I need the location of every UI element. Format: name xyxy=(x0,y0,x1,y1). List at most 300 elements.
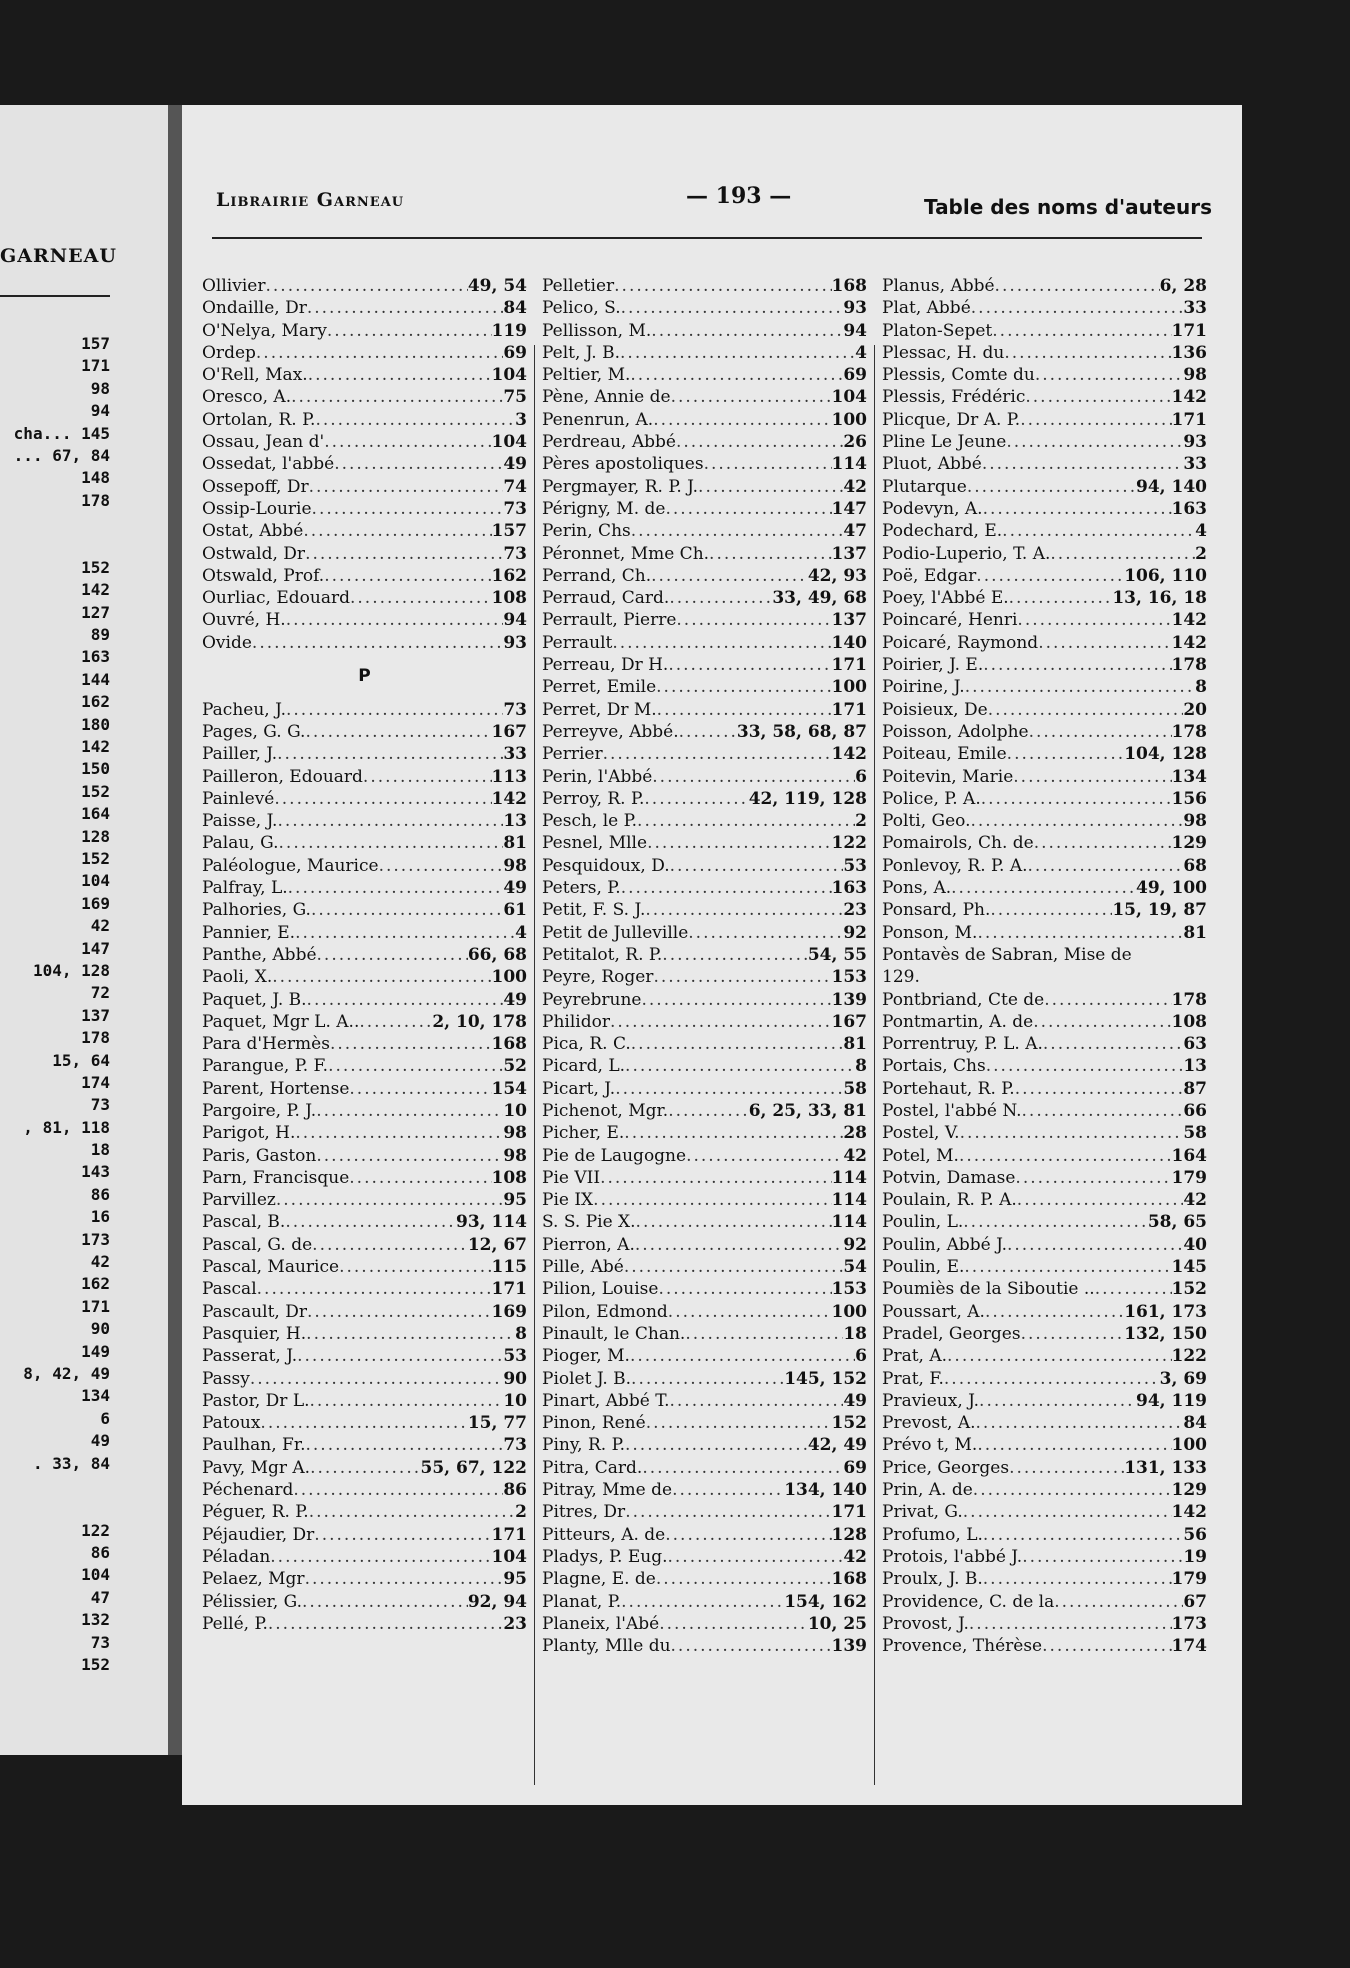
author-name: Parigot, H. xyxy=(202,1123,296,1144)
dot-leader xyxy=(277,810,503,832)
author-name: Pilon, Edmond xyxy=(542,1301,668,1322)
previous-page-number: 162 xyxy=(81,692,110,712)
page-references: 74 xyxy=(503,476,527,497)
previous-page-number: 132 xyxy=(81,1610,110,1630)
author-name: Parent, Hortense xyxy=(202,1078,350,1099)
author-name: Perret, Dr M. xyxy=(542,699,657,720)
page-references: 114 xyxy=(831,454,867,475)
dot-leader xyxy=(995,275,1160,297)
page-references: 6, 25, 33, 81 xyxy=(748,1100,867,1121)
author-name: Pellisson, M. xyxy=(542,320,652,341)
dot-leader xyxy=(983,498,1172,520)
index-entry xyxy=(882,609,1207,631)
author-name: Pille, Abé xyxy=(542,1257,624,1278)
index-entry xyxy=(882,1546,1207,1568)
author-name: Ossip-Lourie xyxy=(202,498,312,519)
page-references: 90 xyxy=(503,1368,527,1389)
index-entry xyxy=(202,1501,527,1523)
dot-leader xyxy=(653,966,831,988)
previous-page-number: 104, 128 xyxy=(32,960,110,980)
dot-leader xyxy=(669,587,772,609)
dot-leader xyxy=(277,743,503,765)
page-references: 142 xyxy=(1171,632,1207,653)
dot-leader xyxy=(686,1145,843,1167)
previous-page-number: 148 xyxy=(81,468,110,488)
dot-leader xyxy=(636,1211,832,1233)
previous-page-number: 127 xyxy=(81,602,110,622)
previous-page-number: 137 xyxy=(81,1005,110,1025)
index-entry xyxy=(542,1434,867,1456)
page-references: 157 xyxy=(491,521,527,542)
page-references: 163 xyxy=(1171,498,1207,519)
dot-leader xyxy=(314,1524,491,1546)
page-references: 153 xyxy=(831,967,867,988)
page-references: 18 xyxy=(843,1323,867,1344)
page-references: 20 xyxy=(1183,699,1207,720)
page-references: 171 xyxy=(831,699,867,720)
author-name: Paulhan, Fr. xyxy=(202,1435,306,1456)
index-entry xyxy=(202,453,527,475)
author-name: Prevost, A. xyxy=(882,1413,976,1434)
page-references: 162 xyxy=(491,565,527,586)
index-entry xyxy=(202,1256,527,1278)
section-title: Table des noms d'auteurs xyxy=(924,195,1212,219)
dot-leader xyxy=(1015,1078,1184,1100)
dot-leader xyxy=(1034,832,1172,854)
previous-page-number: 42 xyxy=(90,916,110,936)
page-references: 114 xyxy=(831,1167,867,1188)
author-name: Palfray, L. xyxy=(202,878,288,899)
publisher-name: Librairie Garneau xyxy=(216,189,405,211)
author-name: Perrault, Pierre xyxy=(542,610,677,631)
previous-page-number: 86 xyxy=(90,1543,110,1563)
page-header xyxy=(216,181,1222,221)
author-name: Petitalot, R. P. xyxy=(542,944,663,965)
index-entry xyxy=(542,766,867,788)
dot-leader xyxy=(274,788,491,810)
author-name: Péchenard xyxy=(202,1480,294,1501)
author-name: Peyrebrune xyxy=(542,989,642,1010)
author-name: Pascal xyxy=(202,1279,257,1300)
author-name: Provence, Thérèse xyxy=(882,1636,1043,1657)
author-name: Podevyn, A. xyxy=(882,498,983,519)
page-references: 26 xyxy=(843,432,867,453)
author-name: Pères apostoliques xyxy=(542,454,704,475)
dot-leader xyxy=(676,431,843,453)
author-name: Prin, A. de xyxy=(882,1480,973,1501)
index-entry xyxy=(202,721,527,743)
page-references: 4 xyxy=(855,342,867,363)
author-name: Perreau, Dr H. xyxy=(542,655,669,676)
page-references: 114 xyxy=(831,1212,867,1233)
page-references: 8 xyxy=(1195,677,1207,698)
header-rule xyxy=(212,237,1202,239)
author-name: Picart, J. xyxy=(542,1078,616,1099)
index-entry xyxy=(202,431,527,453)
dot-leader xyxy=(312,498,504,520)
dot-leader xyxy=(646,1412,832,1434)
index-entry xyxy=(202,1100,527,1122)
page-references: 100 xyxy=(831,677,867,698)
dot-leader xyxy=(1007,743,1125,765)
dot-leader xyxy=(317,944,468,966)
page-references: 42, 119, 128 xyxy=(748,788,867,809)
page-references: 47 xyxy=(843,521,867,542)
author-name: Parvillez xyxy=(202,1190,276,1211)
page-references: 6, 28 xyxy=(1159,276,1207,296)
author-name: Pesquidoux, D. xyxy=(542,855,670,876)
dot-leader xyxy=(1044,989,1171,1011)
index-entry xyxy=(542,1591,867,1613)
index-entry xyxy=(882,1234,1207,1256)
index-entry xyxy=(882,654,1207,676)
index-entry xyxy=(202,609,527,631)
page-references: 66 xyxy=(1183,1100,1207,1121)
page-references: 132, 150 xyxy=(1124,1323,1207,1344)
index-entry xyxy=(202,342,527,364)
author-name: Pomairols, Ch. de xyxy=(882,833,1034,854)
page-references: 33, 58, 68, 87 xyxy=(736,721,867,742)
page-references: 163 xyxy=(831,878,867,899)
page-references: 129 xyxy=(1171,833,1207,854)
author-name: Ossau, Jean d' xyxy=(202,432,325,453)
author-name: Pie de Laugogne xyxy=(542,1145,687,1166)
page-references: 54 xyxy=(843,1257,867,1278)
previous-page-number: 174 xyxy=(81,1072,110,1092)
page-references: 136 xyxy=(1171,342,1207,363)
index-entry xyxy=(542,431,867,453)
previous-page-number: 144 xyxy=(81,669,110,689)
index-entry xyxy=(542,1122,867,1144)
index-entry xyxy=(202,386,527,408)
index-entry xyxy=(882,989,1207,1011)
dot-leader xyxy=(1095,1278,1172,1300)
index-entry xyxy=(542,1345,867,1367)
page-references: 106, 110 xyxy=(1124,565,1207,586)
index-entry xyxy=(202,409,527,431)
author-name: Pontavès de Sabran, Mise de xyxy=(882,944,1132,965)
index-entry xyxy=(882,1434,1207,1456)
page-references: 23 xyxy=(503,1613,527,1634)
dot-leader xyxy=(327,320,492,342)
author-name: Price, Georges xyxy=(882,1457,1010,1478)
author-name: Planat, P. xyxy=(542,1591,622,1612)
index-entry xyxy=(542,1479,867,1501)
page-references: 93 xyxy=(843,298,867,319)
index-entry xyxy=(882,1591,1207,1613)
page-references: 61 xyxy=(503,900,527,921)
dot-leader xyxy=(257,1278,492,1300)
dot-leader xyxy=(1038,632,1171,654)
author-name: Podio-Luperio, T. A. xyxy=(882,543,1051,564)
index-entry xyxy=(202,944,527,966)
author-name: Ourliac, Edouard xyxy=(202,588,350,609)
dot-leader xyxy=(1006,431,1183,453)
author-name: Potvin, Damase xyxy=(882,1167,1016,1188)
column-divider xyxy=(874,345,875,1785)
page-references: 108 xyxy=(491,1167,527,1188)
author-name: Portehaut, R. P. xyxy=(882,1078,1015,1099)
dot-leader xyxy=(250,1368,503,1390)
dot-leader xyxy=(992,320,1171,342)
author-name: Plutarque xyxy=(882,476,967,497)
dot-leader xyxy=(965,676,1195,698)
index-entry xyxy=(202,1368,527,1390)
previous-page-rule xyxy=(0,295,110,297)
index-entry xyxy=(202,476,527,498)
author-name: Poumiès de la Siboutie .. xyxy=(882,1279,1095,1300)
page-references: 94, 140 xyxy=(1136,476,1207,497)
page-references: 42 xyxy=(1183,1190,1207,1211)
dot-leader xyxy=(651,320,843,342)
page-references: 167 xyxy=(491,721,527,742)
page-references: 169 xyxy=(491,1301,527,1322)
author-name: Providence, C. de la xyxy=(882,1591,1055,1612)
page-references: 134, 140 xyxy=(784,1480,867,1501)
dot-leader xyxy=(1022,1546,1183,1568)
index-entry xyxy=(542,1055,867,1077)
author-name: Ossedat, l'abbé xyxy=(202,454,335,475)
previous-page-header: GARNEAU xyxy=(0,245,117,267)
author-name: Poey, l'Abbé E. xyxy=(882,588,1009,609)
page-references: 86 xyxy=(503,1480,527,1501)
page-references: 100 xyxy=(1171,1435,1207,1456)
dot-leader xyxy=(311,899,503,921)
page-references: 140 xyxy=(831,632,867,653)
previous-page-number: 86 xyxy=(90,1184,110,1204)
author-name: Pons, A. xyxy=(882,878,952,899)
index-entry xyxy=(202,1189,527,1211)
page-references: 173 xyxy=(1171,1613,1207,1634)
index-entry xyxy=(202,877,527,899)
dot-leader xyxy=(349,1078,491,1100)
dot-leader xyxy=(960,1122,1184,1144)
author-name: Pellé, P. xyxy=(202,1613,268,1634)
author-name: Perrand, Ch. xyxy=(542,565,652,586)
page-references: 104 xyxy=(491,1546,527,1567)
index-entry xyxy=(542,699,867,721)
dot-leader xyxy=(645,899,843,921)
dot-leader xyxy=(1020,409,1171,431)
page-references: 73 xyxy=(503,699,527,720)
dot-leader xyxy=(665,1524,831,1546)
dot-leader xyxy=(306,1323,515,1345)
dot-leader xyxy=(349,1167,491,1189)
page-references: 139 xyxy=(831,989,867,1010)
author-name: Perreyve, Abbé. xyxy=(542,721,679,742)
dot-leader xyxy=(630,364,843,386)
author-name: S. S. Pie X. xyxy=(542,1212,636,1233)
dot-leader xyxy=(668,1100,749,1122)
index-entry xyxy=(882,1100,1207,1122)
index-entry xyxy=(882,788,1207,810)
page-references: 49, 54 xyxy=(467,276,527,296)
author-name: Perroy, R. P. xyxy=(542,788,645,809)
author-name: Ordep xyxy=(202,342,256,363)
author-name: Police, P. A. xyxy=(882,788,981,809)
dot-leader xyxy=(593,1189,831,1211)
dot-leader xyxy=(288,877,504,899)
page-references: 104 xyxy=(831,387,867,408)
author-name: Plat, Abbé xyxy=(882,298,971,319)
dot-leader xyxy=(959,1145,1172,1167)
page-references: 153 xyxy=(831,1279,867,1300)
index-entry xyxy=(542,520,867,542)
index-entry xyxy=(202,1011,527,1033)
column-divider xyxy=(534,345,535,1785)
dot-leader xyxy=(324,565,491,587)
author-name: Pasquier, H. xyxy=(202,1323,307,1344)
dot-leader xyxy=(330,1033,492,1055)
page-references: 100 xyxy=(831,409,867,430)
dot-leader xyxy=(612,632,831,654)
dot-leader xyxy=(676,609,831,631)
page-references: 119 xyxy=(491,320,527,341)
page-references: 152 xyxy=(1171,1279,1207,1300)
index-entry xyxy=(542,1568,867,1590)
author-name: Palhories, G. xyxy=(202,900,311,921)
previous-page-number: 98 xyxy=(90,378,110,398)
index-entry xyxy=(882,721,1207,743)
index-entry xyxy=(542,320,867,342)
page-references: 100 xyxy=(831,1301,867,1322)
author-name: Pie VII xyxy=(542,1167,601,1188)
index-entry xyxy=(202,1211,527,1233)
index-entry xyxy=(202,743,527,765)
index-entry xyxy=(542,1613,867,1635)
index-entry xyxy=(202,810,527,832)
author-name: Ouvré, H. xyxy=(202,610,286,631)
page-references: 55, 67, 122 xyxy=(420,1457,527,1478)
dot-leader xyxy=(276,1189,503,1211)
author-name: Potel, M. xyxy=(882,1145,959,1166)
dot-leader xyxy=(286,609,504,631)
author-name: Pioger, M. xyxy=(542,1346,630,1367)
index-entry xyxy=(202,788,527,810)
author-name: Palau, G. xyxy=(202,833,279,854)
author-name: Poulin, L. xyxy=(882,1212,964,1233)
dot-leader xyxy=(979,1390,1136,1412)
index-entry xyxy=(882,364,1207,386)
index-entry xyxy=(202,1278,527,1300)
author-name: Oresco, A. xyxy=(202,387,292,408)
dot-leader xyxy=(256,342,503,364)
dot-leader xyxy=(1025,386,1171,408)
index-entry xyxy=(202,364,527,386)
page-references: 6 xyxy=(855,1346,867,1367)
dot-leader xyxy=(621,877,832,899)
index-entry xyxy=(882,342,1207,364)
author-name: Portais, Chs xyxy=(882,1056,986,1077)
previous-page-number: ... 67, 84 xyxy=(13,445,110,465)
page-references: 52 xyxy=(503,1056,527,1077)
index-entry xyxy=(542,386,867,408)
previous-page-number: 89 xyxy=(90,625,110,645)
page-references: 49, 100 xyxy=(1136,878,1207,899)
index-entry xyxy=(542,565,867,587)
dot-leader xyxy=(312,1234,468,1256)
index-entry xyxy=(202,543,527,565)
author-name: Protois, l'abbé J. xyxy=(882,1546,1023,1567)
previous-page-number: 6 xyxy=(100,1408,110,1428)
author-name: Pascal, Maurice xyxy=(202,1257,340,1278)
dot-leader xyxy=(671,1635,832,1657)
dot-leader xyxy=(631,1033,844,1055)
previous-page-number xyxy=(14,512,110,534)
page-references: 122 xyxy=(1171,1346,1207,1367)
author-name: Postel, V. xyxy=(882,1123,960,1144)
author-name: Painlevé xyxy=(202,788,275,809)
index-entry xyxy=(882,676,1207,698)
index-entry xyxy=(882,543,1207,565)
author-name: Prat, A. xyxy=(882,1346,948,1367)
index-entry xyxy=(542,1211,867,1233)
author-name: Perrier xyxy=(542,744,603,765)
index-entry xyxy=(882,297,1207,319)
index-column-3 xyxy=(882,275,1207,1657)
author-name: Passy xyxy=(202,1368,250,1389)
author-name: Poitevin, Marie xyxy=(882,766,1014,787)
previous-page-number: 163 xyxy=(81,647,110,667)
page-references: 104 xyxy=(491,365,527,386)
dot-leader xyxy=(324,431,491,453)
dot-leader xyxy=(985,1301,1124,1323)
page-references: 142 xyxy=(1171,1502,1207,1523)
page-references: 104, 128 xyxy=(1124,744,1207,765)
index-entry xyxy=(542,498,867,520)
dot-leader xyxy=(1050,543,1195,565)
previous-page-number: 164 xyxy=(81,804,110,824)
page-references: 42 xyxy=(843,1145,867,1166)
page-references: 33 xyxy=(1183,298,1207,319)
index-entry xyxy=(202,1568,527,1590)
dot-leader xyxy=(709,543,831,565)
author-name: Pelletier xyxy=(542,276,615,296)
author-name: Petit, F. S. J. xyxy=(542,900,646,921)
previous-page-numbers xyxy=(14,333,110,1676)
page-references: 53 xyxy=(843,855,867,876)
author-name: Plessis, Comte du xyxy=(882,365,1035,386)
author-name: Pavy, Mgr A. xyxy=(202,1457,311,1478)
dot-leader xyxy=(614,275,831,297)
dot-leader xyxy=(305,543,503,565)
index-entry xyxy=(882,1501,1207,1523)
dot-leader xyxy=(310,1457,420,1479)
previous-page-number xyxy=(14,1497,110,1519)
author-name: Perret, Emile xyxy=(542,677,657,698)
index-entry xyxy=(542,342,867,364)
previous-page-number: 49 xyxy=(90,1431,110,1451)
index-entry xyxy=(202,1591,527,1613)
page-references: 4 xyxy=(1195,521,1207,542)
index-entry xyxy=(882,766,1207,788)
dot-leader xyxy=(967,476,1136,498)
dot-leader xyxy=(600,1167,831,1189)
author-name: Proulx, J. B. xyxy=(882,1569,983,1590)
author-name: Perin, l'Abbé xyxy=(542,766,653,787)
index-entry xyxy=(882,275,1207,297)
index-entry xyxy=(542,989,867,1011)
index-entry xyxy=(882,498,1207,520)
previous-page-number: 134 xyxy=(81,1386,110,1406)
index-entry xyxy=(882,1055,1207,1077)
dot-leader xyxy=(303,520,491,542)
previous-page-number: 18 xyxy=(90,1140,110,1160)
previous-page-number: 149 xyxy=(81,1341,110,1361)
index-entry xyxy=(542,743,867,765)
page-references: 122 xyxy=(831,833,867,854)
author-name: Ponson, M. xyxy=(882,922,978,943)
